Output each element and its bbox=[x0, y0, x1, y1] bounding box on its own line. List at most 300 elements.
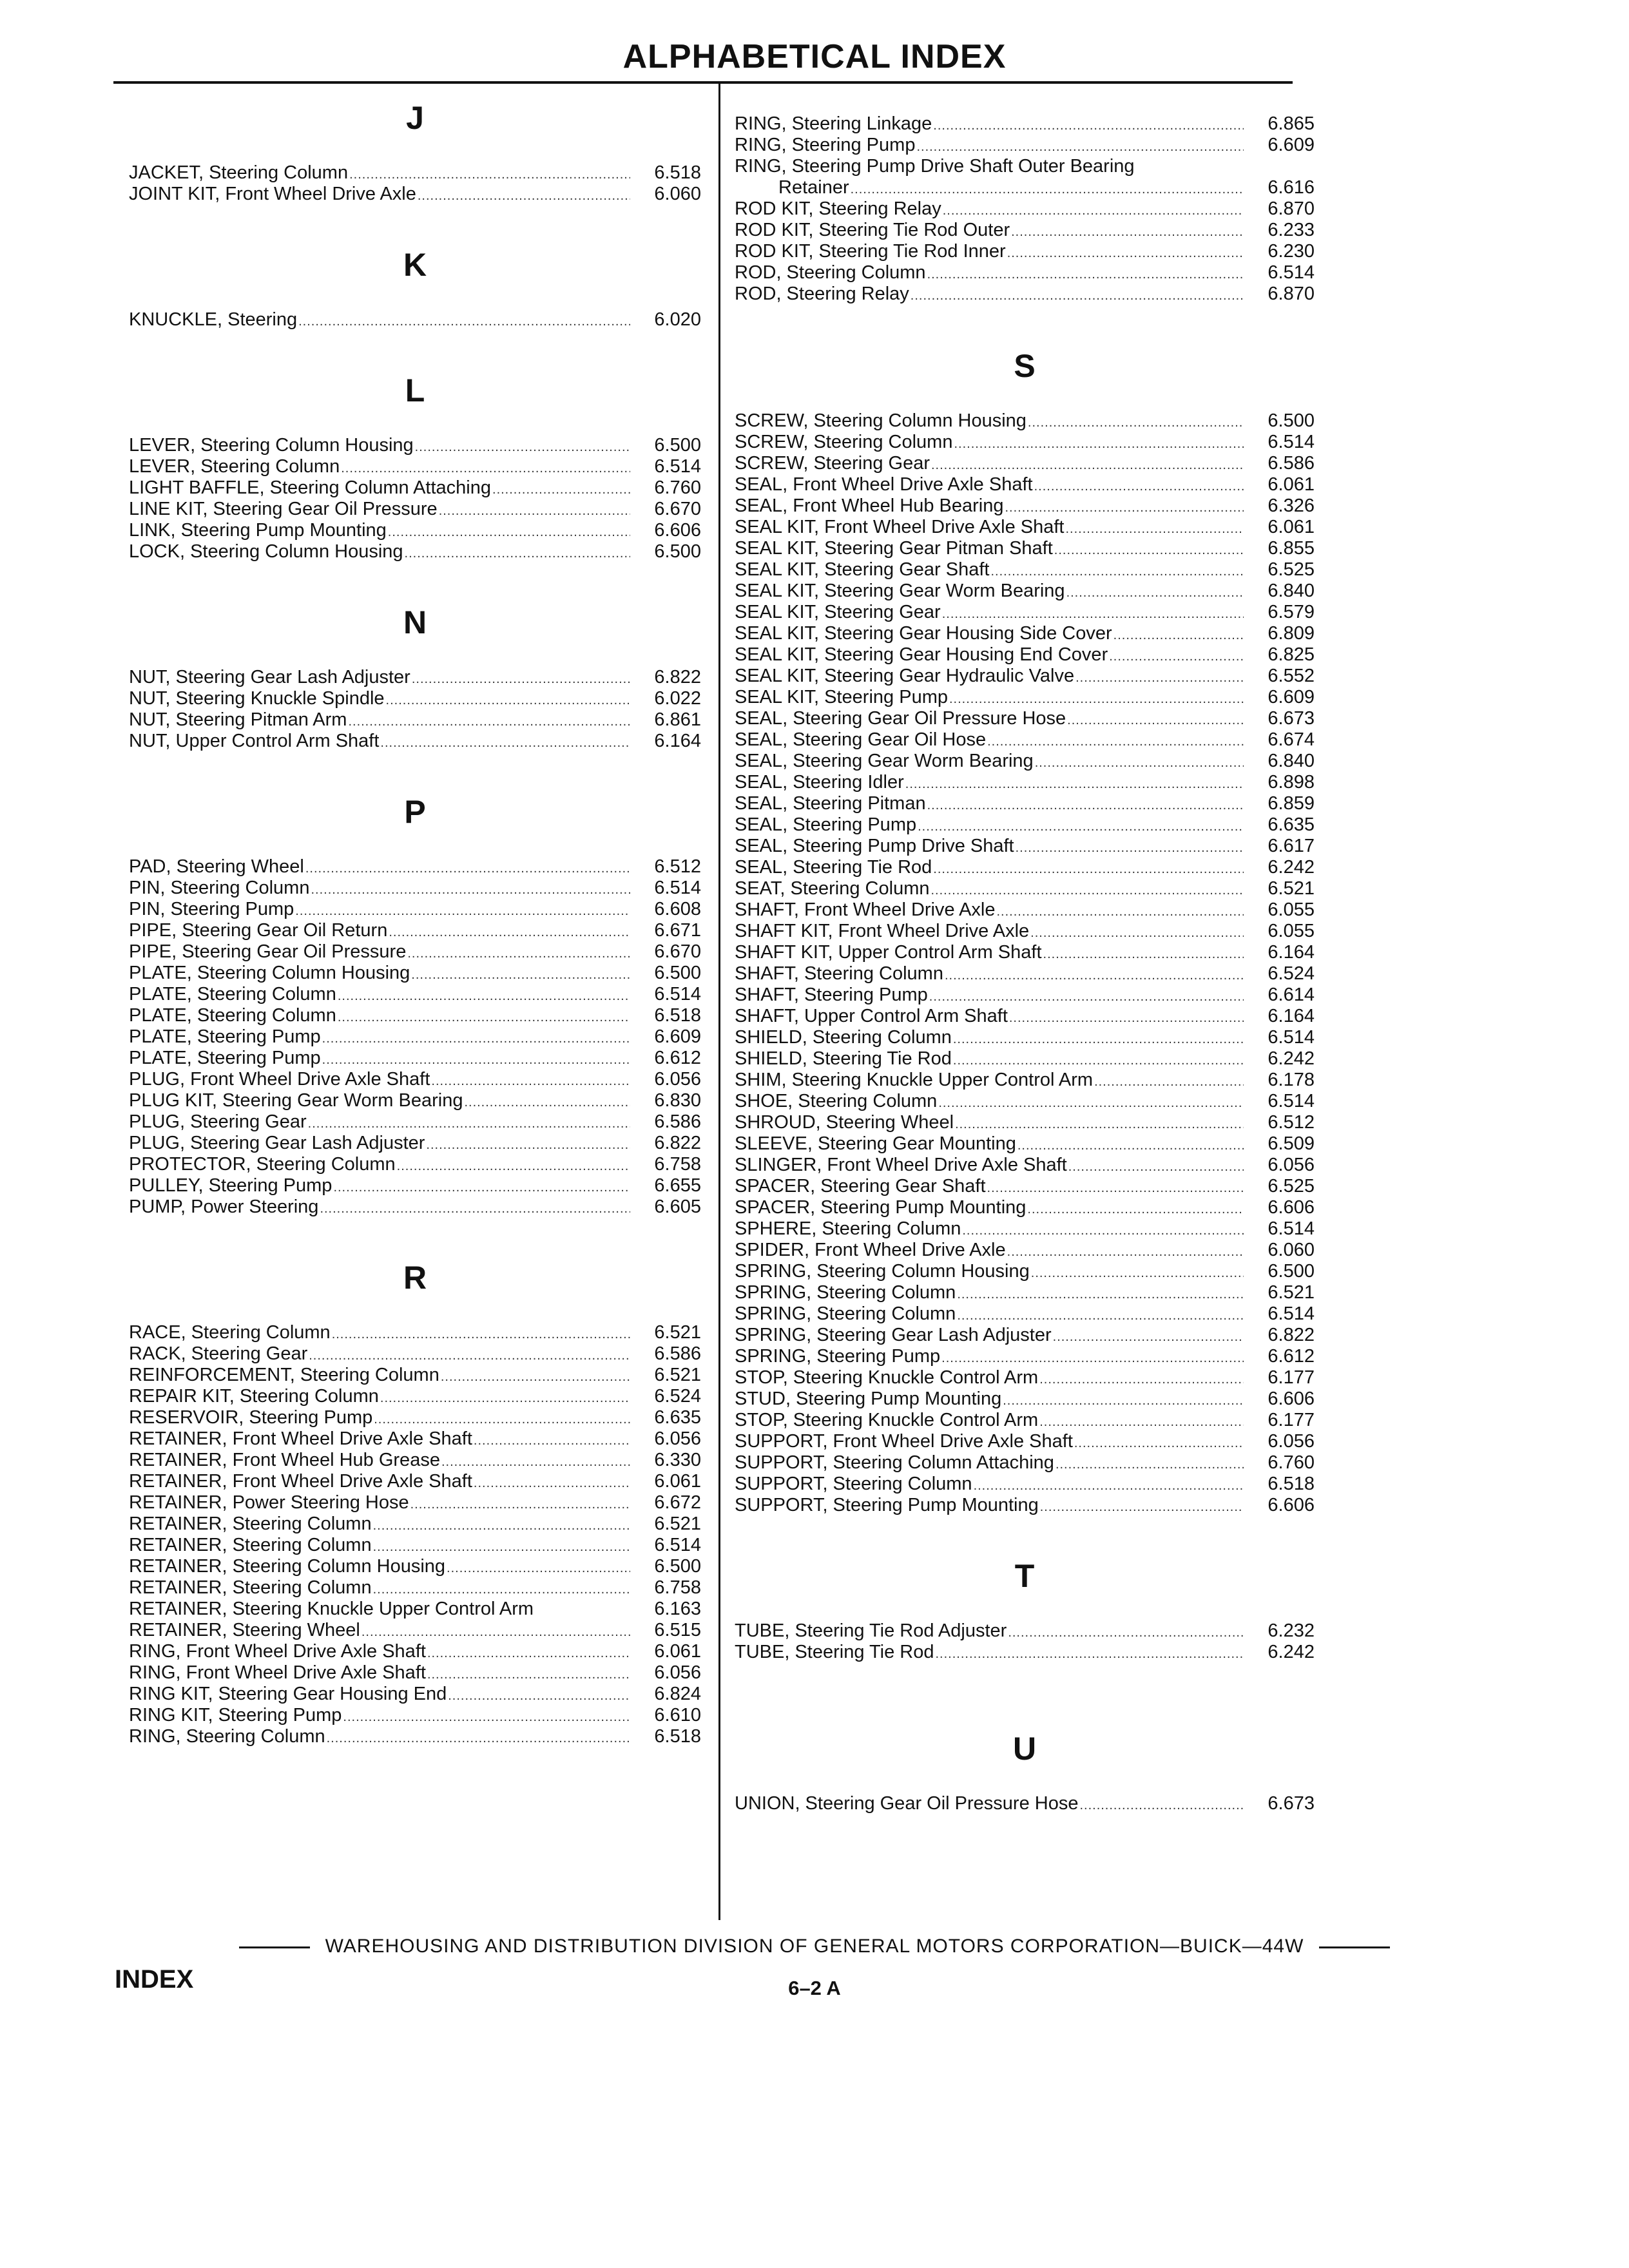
section-letter: R bbox=[403, 1260, 427, 1296]
entry-name: NUT, Steering Gear Lash Adjuster bbox=[129, 667, 410, 687]
entry-page: 6.514 bbox=[1268, 1303, 1315, 1324]
index-entry bbox=[129, 1684, 701, 1705]
index-entry bbox=[129, 731, 701, 752]
entry-page: 6.586 bbox=[654, 1111, 701, 1132]
index-entry bbox=[735, 1452, 1315, 1474]
entry-page: 6.822 bbox=[654, 1133, 701, 1153]
entry-name: TUBE, Steering Tie Rod Adjuster bbox=[735, 1620, 1007, 1641]
dot-leader bbox=[1039, 1412, 1244, 1433]
dot-leader bbox=[997, 901, 1244, 923]
entry-page: 6.061 bbox=[1268, 517, 1315, 537]
entry-name: SLEEVE, Steering Gear Mounting bbox=[735, 1133, 1016, 1154]
entry-name: RING KIT, Steering Gear Housing End bbox=[129, 1684, 447, 1704]
index-entry bbox=[735, 1197, 1315, 1218]
entry-name: SUPPORT, Steering Column Attaching bbox=[735, 1452, 1054, 1473]
dot-leader bbox=[415, 437, 630, 458]
entry-page: 6.609 bbox=[654, 1026, 701, 1047]
dot-leader bbox=[987, 1178, 1244, 1199]
entry-page: 6.330 bbox=[654, 1450, 701, 1470]
entry-name: PUMP, Power Steering bbox=[129, 1196, 319, 1217]
dot-leader bbox=[927, 795, 1244, 816]
entry-page: 6.242 bbox=[1268, 857, 1315, 878]
index-entry bbox=[735, 1155, 1315, 1176]
entry-name: SPRING, Steering Column bbox=[735, 1303, 956, 1324]
entry-page: 6.178 bbox=[1268, 1070, 1315, 1090]
dot-leader bbox=[1067, 710, 1244, 731]
index-entry bbox=[735, 1474, 1315, 1495]
entry-page: 6.605 bbox=[654, 1196, 701, 1217]
dot-leader bbox=[933, 115, 1244, 137]
entry-name: ROD KIT, Steering Tie Rod Inner bbox=[735, 241, 1006, 262]
entry-page: 6.674 bbox=[1268, 729, 1315, 750]
index-entry bbox=[735, 985, 1315, 1006]
entry-name: PAD, Steering Wheel bbox=[129, 856, 304, 877]
entry-page: 6.056 bbox=[1268, 1155, 1315, 1175]
index-entry bbox=[129, 1535, 701, 1556]
dot-leader bbox=[1034, 476, 1244, 497]
index-entry bbox=[735, 921, 1315, 942]
dot-leader bbox=[322, 1050, 630, 1071]
index-entry bbox=[129, 899, 701, 920]
dot-leader bbox=[1007, 243, 1244, 264]
entry-name: LIGHT BAFFLE, Steering Column Attaching bbox=[129, 477, 492, 498]
entry-name: SHAFT KIT, Upper Control Arm Shaft bbox=[735, 942, 1042, 963]
dot-leader bbox=[1043, 944, 1244, 965]
entry-name: PLATE, Steering Pump bbox=[129, 1048, 321, 1068]
entry-name: ROD, Steering Column bbox=[735, 262, 926, 283]
entry-name: RACK, Steering Gear bbox=[129, 1343, 308, 1364]
index-entry bbox=[735, 1793, 1315, 1814]
index-entry bbox=[735, 1218, 1315, 1240]
dot-leader bbox=[1094, 1072, 1244, 1093]
entry-name: UNION, Steering Gear Oil Pressure Hose bbox=[735, 1793, 1079, 1814]
entry-page: 6.500 bbox=[654, 1556, 701, 1577]
entry-name: RING, Steering Linkage bbox=[735, 113, 932, 134]
dot-leader bbox=[298, 311, 630, 332]
dot-leader bbox=[474, 1430, 630, 1452]
entry-page: 6.586 bbox=[654, 1343, 701, 1364]
dot-leader bbox=[349, 164, 630, 186]
entry-page: 6.326 bbox=[1268, 495, 1315, 516]
dot-leader bbox=[1009, 1008, 1244, 1029]
index-entry bbox=[735, 1367, 1315, 1389]
index-entry bbox=[129, 1428, 701, 1450]
entry-page: 6.232 bbox=[1268, 1620, 1315, 1641]
index-section bbox=[735, 345, 1315, 1516]
entry-page: 6.830 bbox=[654, 1090, 701, 1111]
entry-page: 6.521 bbox=[654, 1322, 701, 1343]
index-entry bbox=[735, 687, 1315, 708]
index-entry bbox=[735, 1048, 1315, 1070]
index-entry bbox=[735, 1325, 1315, 1346]
index-entry bbox=[735, 1303, 1315, 1325]
entry-page: 6.061 bbox=[654, 1641, 701, 1662]
entry-name: SEAL, Front Wheel Hub Bearing bbox=[735, 495, 1004, 516]
index-entry bbox=[735, 1642, 1315, 1663]
index-section bbox=[735, 113, 1315, 305]
dot-leader bbox=[332, 1324, 630, 1345]
entry-name: SUPPORT, Steering Pump Mounting bbox=[735, 1495, 1039, 1515]
dot-leader bbox=[341, 458, 630, 479]
entry-name: RING, Front Wheel Drive Axle Shaft bbox=[129, 1641, 426, 1662]
entry-name: SUPPORT, Front Wheel Drive Axle Shaft bbox=[735, 1431, 1073, 1452]
index-entry bbox=[129, 941, 701, 963]
section-letter: S bbox=[1014, 348, 1036, 384]
index-entry bbox=[735, 538, 1315, 559]
dot-leader bbox=[333, 1177, 630, 1198]
entry-page: 6.164 bbox=[1268, 942, 1315, 963]
dot-leader bbox=[474, 1473, 630, 1494]
dot-leader bbox=[1030, 923, 1244, 944]
entry-name: SHOE, Steering Column bbox=[735, 1091, 938, 1111]
entry-page: 6.056 bbox=[654, 1662, 701, 1683]
index-entry bbox=[735, 1112, 1315, 1133]
entry-page: 6.518 bbox=[1268, 1474, 1315, 1494]
entry-page: 6.061 bbox=[1268, 474, 1315, 495]
dot-leader bbox=[949, 689, 1244, 710]
entry-name: PIN, Steering Pump bbox=[129, 899, 294, 919]
index-entry bbox=[735, 1282, 1315, 1303]
dot-leader bbox=[1068, 1157, 1244, 1178]
index-entry bbox=[129, 1026, 701, 1048]
index-entry bbox=[129, 435, 701, 456]
entry-name: JACKET, Steering Column bbox=[129, 162, 349, 183]
entry-name: PLUG, Front Wheel Drive Axle Shaft bbox=[129, 1069, 430, 1090]
entry-page: 6.514 bbox=[654, 456, 701, 477]
entry-page: 6.500 bbox=[654, 541, 701, 562]
dot-leader bbox=[464, 1092, 630, 1113]
entry-name: PIPE, Steering Gear Oil Return bbox=[129, 920, 388, 941]
entry-page: 6.898 bbox=[1268, 772, 1315, 793]
index-entry bbox=[735, 1389, 1315, 1410]
dot-leader bbox=[295, 901, 630, 922]
entry-page: 6.512 bbox=[1268, 1112, 1315, 1133]
dot-leader bbox=[1031, 1263, 1244, 1284]
entry-page: 6.518 bbox=[654, 1726, 701, 1747]
index-entry bbox=[129, 1471, 701, 1492]
entry-page: 6.635 bbox=[1268, 814, 1315, 835]
entry-name: SEAT, Steering Column bbox=[735, 878, 930, 899]
entry-page: 6.022 bbox=[654, 688, 701, 709]
dot-leader bbox=[348, 711, 630, 733]
footer-dash-right bbox=[1319, 1946, 1390, 1948]
index-entry bbox=[129, 920, 701, 941]
entry-name: SEAL KIT, Front Wheel Drive Axle Shaft bbox=[735, 517, 1065, 537]
entry-page: 6.514 bbox=[1268, 1091, 1315, 1111]
entry-name: RETAINER, Front Wheel Drive Axle Shaft bbox=[129, 1471, 472, 1492]
dot-leader bbox=[388, 522, 630, 543]
entry-page: 6.673 bbox=[1268, 708, 1315, 729]
index-entry bbox=[735, 220, 1315, 241]
index-entry bbox=[129, 1407, 701, 1428]
entry-name: SPIDER, Front Wheel Drive Axle bbox=[735, 1240, 1006, 1260]
dot-leader bbox=[945, 965, 1244, 986]
index-entry bbox=[735, 113, 1315, 135]
entry-page: 6.515 bbox=[654, 1620, 701, 1640]
index-entry bbox=[129, 520, 701, 541]
dot-leader bbox=[953, 1050, 1244, 1072]
entry-page: 6.672 bbox=[654, 1492, 701, 1513]
entry-page: 6.809 bbox=[1268, 623, 1315, 644]
index-entry bbox=[129, 1641, 701, 1662]
entry-page: 6.617 bbox=[1268, 836, 1315, 856]
index-entry bbox=[129, 1048, 701, 1069]
index-entry bbox=[735, 1495, 1315, 1516]
entry-name: SEAL, Steering Tie Rod bbox=[735, 857, 932, 878]
entry-name: PLATE, Steering Pump bbox=[129, 1026, 321, 1047]
entry-page: 6.500 bbox=[654, 963, 701, 983]
section-letter: K bbox=[403, 247, 427, 283]
entry-page: 6.673 bbox=[1268, 1793, 1315, 1814]
entry-name: RETAINER, Front Wheel Drive Axle Shaft bbox=[129, 1428, 472, 1449]
index-entry bbox=[735, 495, 1315, 517]
dot-leader bbox=[916, 137, 1244, 158]
entry-page: 6.514 bbox=[654, 984, 701, 1004]
entry-page: 6.525 bbox=[1268, 559, 1315, 580]
entry-name: SPRING, Steering Pump bbox=[735, 1346, 941, 1367]
index-entry bbox=[735, 963, 1315, 985]
index-entry bbox=[735, 1091, 1315, 1112]
index-entry bbox=[735, 836, 1315, 857]
entry-name: KNUCKLE, Steering bbox=[129, 309, 298, 330]
dot-leader bbox=[418, 186, 630, 207]
entry-name: JOINT KIT, Front Wheel Drive Axle bbox=[129, 184, 416, 204]
entry-page: 6.509 bbox=[1268, 1133, 1315, 1154]
index-entry bbox=[735, 1431, 1315, 1452]
dot-leader bbox=[1008, 1622, 1244, 1644]
dot-leader bbox=[397, 1156, 630, 1177]
dot-leader bbox=[990, 561, 1244, 582]
entry-page: 6.514 bbox=[1268, 262, 1315, 283]
index-entry bbox=[129, 1154, 701, 1175]
dot-leader bbox=[962, 1220, 1244, 1242]
dot-leader bbox=[1005, 497, 1244, 519]
index-entry bbox=[129, 878, 701, 899]
index-entry bbox=[735, 623, 1315, 644]
index-entry bbox=[129, 1090, 701, 1111]
index-section bbox=[735, 1727, 1315, 1814]
dot-leader bbox=[1054, 540, 1244, 561]
entry-page: 6.579 bbox=[1268, 602, 1315, 622]
index-entry bbox=[735, 581, 1315, 602]
entry-name: NUT, Steering Pitman Arm bbox=[129, 709, 347, 730]
index-entry bbox=[735, 899, 1315, 921]
entry-page: 6.606 bbox=[654, 520, 701, 541]
entry-name: SHIELD, Steering Column bbox=[735, 1027, 952, 1048]
entry-page: 6.614 bbox=[1268, 985, 1315, 1005]
dot-leader bbox=[1003, 1390, 1244, 1412]
dot-leader bbox=[431, 1071, 630, 1092]
index-section bbox=[129, 244, 701, 331]
footer-division bbox=[0, 1936, 1629, 1957]
entry-name: RACE, Steering Column bbox=[129, 1322, 331, 1343]
index-entry bbox=[129, 1111, 701, 1133]
index-entry bbox=[129, 856, 701, 878]
entry-name: RING, Steering Pump bbox=[735, 135, 916, 155]
index-entry bbox=[129, 1322, 701, 1343]
dot-leader bbox=[311, 879, 630, 901]
entry-name: RING, Steering Column bbox=[129, 1726, 325, 1747]
entry-page: 6.758 bbox=[654, 1577, 701, 1598]
entry-name: LOCK, Steering Column Housing bbox=[129, 541, 403, 562]
dot-leader bbox=[955, 1114, 1244, 1135]
entry-name: RETAINER, Steering Column bbox=[129, 1535, 372, 1555]
entry-name: SHIELD, Steering Tie Rod bbox=[735, 1048, 952, 1069]
entry-name: SEAL, Steering Pump bbox=[735, 814, 917, 835]
entry-name: SEAL, Steering Pump Drive Shaft bbox=[735, 836, 1014, 856]
entry-name: SEAL KIT, Steering Gear Housing Side Cover bbox=[735, 623, 1112, 644]
index-entry bbox=[129, 1662, 701, 1684]
dot-leader bbox=[851, 179, 1244, 200]
entry-page: 6.670 bbox=[654, 499, 701, 519]
entry-name: STOP, Steering Knuckle Control Arm bbox=[735, 1410, 1039, 1430]
dot-leader bbox=[361, 1622, 630, 1643]
index-entry bbox=[129, 1705, 701, 1726]
dot-leader bbox=[957, 1284, 1244, 1305]
entry-page: 6.056 bbox=[1268, 1431, 1315, 1452]
entry-page: 6.525 bbox=[1268, 1176, 1315, 1196]
entry-page: 6.822 bbox=[1268, 1325, 1315, 1345]
dot-leader bbox=[929, 986, 1244, 1008]
entry-page: 6.859 bbox=[1268, 793, 1315, 814]
entry-name: SPACER, Steering Gear Shaft bbox=[735, 1176, 986, 1196]
section-letter: T bbox=[1014, 1558, 1035, 1594]
dot-leader bbox=[386, 690, 630, 711]
dot-leader bbox=[411, 965, 630, 986]
entry-name: SEAL, Steering Gear Oil Pressure Hose bbox=[735, 708, 1066, 729]
index-entry bbox=[129, 1620, 701, 1641]
entry-page: 6.056 bbox=[654, 1069, 701, 1090]
dot-leader bbox=[447, 1558, 630, 1579]
index-entry bbox=[735, 772, 1315, 793]
page-number: 6–2 A bbox=[788, 1977, 841, 1999]
entry-page: 6.552 bbox=[1268, 666, 1315, 686]
dot-leader bbox=[338, 1007, 630, 1028]
entry-page: 6.512 bbox=[654, 856, 701, 877]
entry-name: SCREW, Steering Gear bbox=[735, 453, 930, 474]
entry-page: 6.840 bbox=[1268, 751, 1315, 771]
entry-name: PLUG KIT, Steering Gear Worm Bearing bbox=[129, 1090, 463, 1111]
entry-name: LINE KIT, Steering Gear Oil Pressure bbox=[129, 499, 438, 519]
index-section bbox=[129, 369, 701, 562]
entry-page: 6.242 bbox=[1268, 1048, 1315, 1069]
entry-name: PULLEY, Steering Pump bbox=[129, 1175, 333, 1196]
entry-page: 6.518 bbox=[654, 162, 701, 183]
dot-leader bbox=[412, 669, 630, 690]
index-section bbox=[129, 791, 701, 1218]
entry-page: 6.514 bbox=[1268, 1027, 1315, 1048]
index-entry bbox=[129, 1386, 701, 1407]
index-entry bbox=[129, 1343, 701, 1365]
dot-leader bbox=[320, 1198, 630, 1220]
dot-leader bbox=[1109, 646, 1244, 668]
entry-name: SEAL, Steering Pitman bbox=[735, 793, 926, 814]
dot-leader bbox=[935, 1644, 1244, 1665]
dot-leader bbox=[343, 1707, 630, 1728]
index-entry bbox=[735, 857, 1315, 878]
entry-page: 6.586 bbox=[1268, 453, 1315, 474]
entry-page: 6.616 bbox=[1268, 177, 1315, 198]
entry-name: SEAL KIT, Steering Gear Housing End Cover bbox=[735, 644, 1108, 665]
entry-page: 6.521 bbox=[654, 1365, 701, 1385]
index-entry bbox=[735, 198, 1315, 220]
dot-leader bbox=[1074, 1433, 1244, 1454]
index-column-right bbox=[735, 84, 1315, 1814]
dot-leader bbox=[987, 731, 1244, 753]
index-entry bbox=[129, 309, 701, 331]
entry-page: 6.861 bbox=[654, 709, 701, 730]
index-entry bbox=[129, 688, 701, 709]
index-entry bbox=[129, 667, 701, 688]
entry-name: RETAINER, Power Steering Hose bbox=[129, 1492, 409, 1513]
dot-leader bbox=[938, 1093, 1244, 1114]
entry-page: 6.609 bbox=[1268, 135, 1315, 155]
index-entry bbox=[735, 602, 1315, 623]
index-entry bbox=[129, 1196, 701, 1218]
entry-name: PROTECTOR, Steering Column bbox=[129, 1154, 396, 1175]
dot-leader bbox=[338, 986, 630, 1007]
entry-name: SHROUD, Steering Wheel bbox=[735, 1112, 954, 1133]
index-entry bbox=[129, 963, 701, 984]
entry-page: 6.655 bbox=[654, 1175, 701, 1196]
page-title: ALPHABETICAL INDEX bbox=[622, 38, 1007, 75]
entry-name: SEAL KIT, Steering Gear bbox=[735, 602, 941, 622]
entry-name: SEAL, Steering Idler bbox=[735, 772, 904, 793]
index-entry bbox=[129, 456, 701, 477]
entry-name: SHAFT, Steering Pump bbox=[735, 985, 928, 1005]
entry-name: SHAFT KIT, Front Wheel Drive Axle bbox=[735, 921, 1030, 941]
entry-name: PIN, Steering Column bbox=[129, 878, 310, 898]
entry-name: SPRING, Steering Column Housing bbox=[735, 1261, 1030, 1282]
index-entry bbox=[129, 1175, 701, 1196]
index-section bbox=[735, 1555, 1315, 1663]
dot-leader bbox=[373, 1579, 630, 1600]
entry-name: NUT, Steering Knuckle Spindle bbox=[129, 688, 385, 709]
entry-page: 6.055 bbox=[1268, 899, 1315, 920]
dot-leader bbox=[407, 943, 630, 965]
entry-name: PIPE, Steering Gear Oil Pressure bbox=[129, 941, 407, 962]
entry-page: 6.514 bbox=[654, 1535, 701, 1555]
entry-page: 6.514 bbox=[1268, 1218, 1315, 1239]
entry-name: STOP, Steering Knuckle Control Arm bbox=[735, 1367, 1039, 1388]
dot-leader bbox=[1028, 412, 1244, 434]
dot-leader bbox=[943, 200, 1244, 222]
entry-page: 6.164 bbox=[1268, 1006, 1315, 1026]
entry-name: SEAL KIT, Steering Gear Hydraulic Valve bbox=[735, 666, 1075, 686]
entry-page: 6.521 bbox=[654, 1514, 701, 1534]
index-section bbox=[129, 97, 701, 205]
entry-page: 6.870 bbox=[1268, 198, 1315, 219]
entry-name: SEAL, Front Wheel Drive Axle Shaft bbox=[735, 474, 1033, 495]
dot-leader bbox=[953, 1029, 1244, 1050]
entry-name: SHAFT, Steering Column bbox=[735, 963, 943, 984]
dot-leader bbox=[439, 501, 630, 522]
dot-leader bbox=[1079, 1795, 1244, 1816]
dot-leader bbox=[957, 1305, 1244, 1327]
entry-name: SPACER, Steering Pump Mounting bbox=[735, 1197, 1027, 1218]
dot-leader bbox=[374, 1409, 630, 1430]
entry-page: 6.061 bbox=[654, 1471, 701, 1492]
dot-leader bbox=[1027, 1199, 1244, 1220]
index-column-left bbox=[129, 84, 701, 1747]
dot-leader bbox=[933, 859, 1244, 880]
dot-leader bbox=[309, 1345, 630, 1367]
entry-name: RING, Front Wheel Drive Axle Shaft bbox=[129, 1662, 426, 1683]
entry-page: 6.671 bbox=[654, 920, 701, 941]
entry-name: LEVER, Steering Column bbox=[129, 456, 340, 477]
entry-name: PLUG, Steering Gear bbox=[129, 1111, 307, 1132]
index-entry bbox=[129, 1005, 701, 1026]
